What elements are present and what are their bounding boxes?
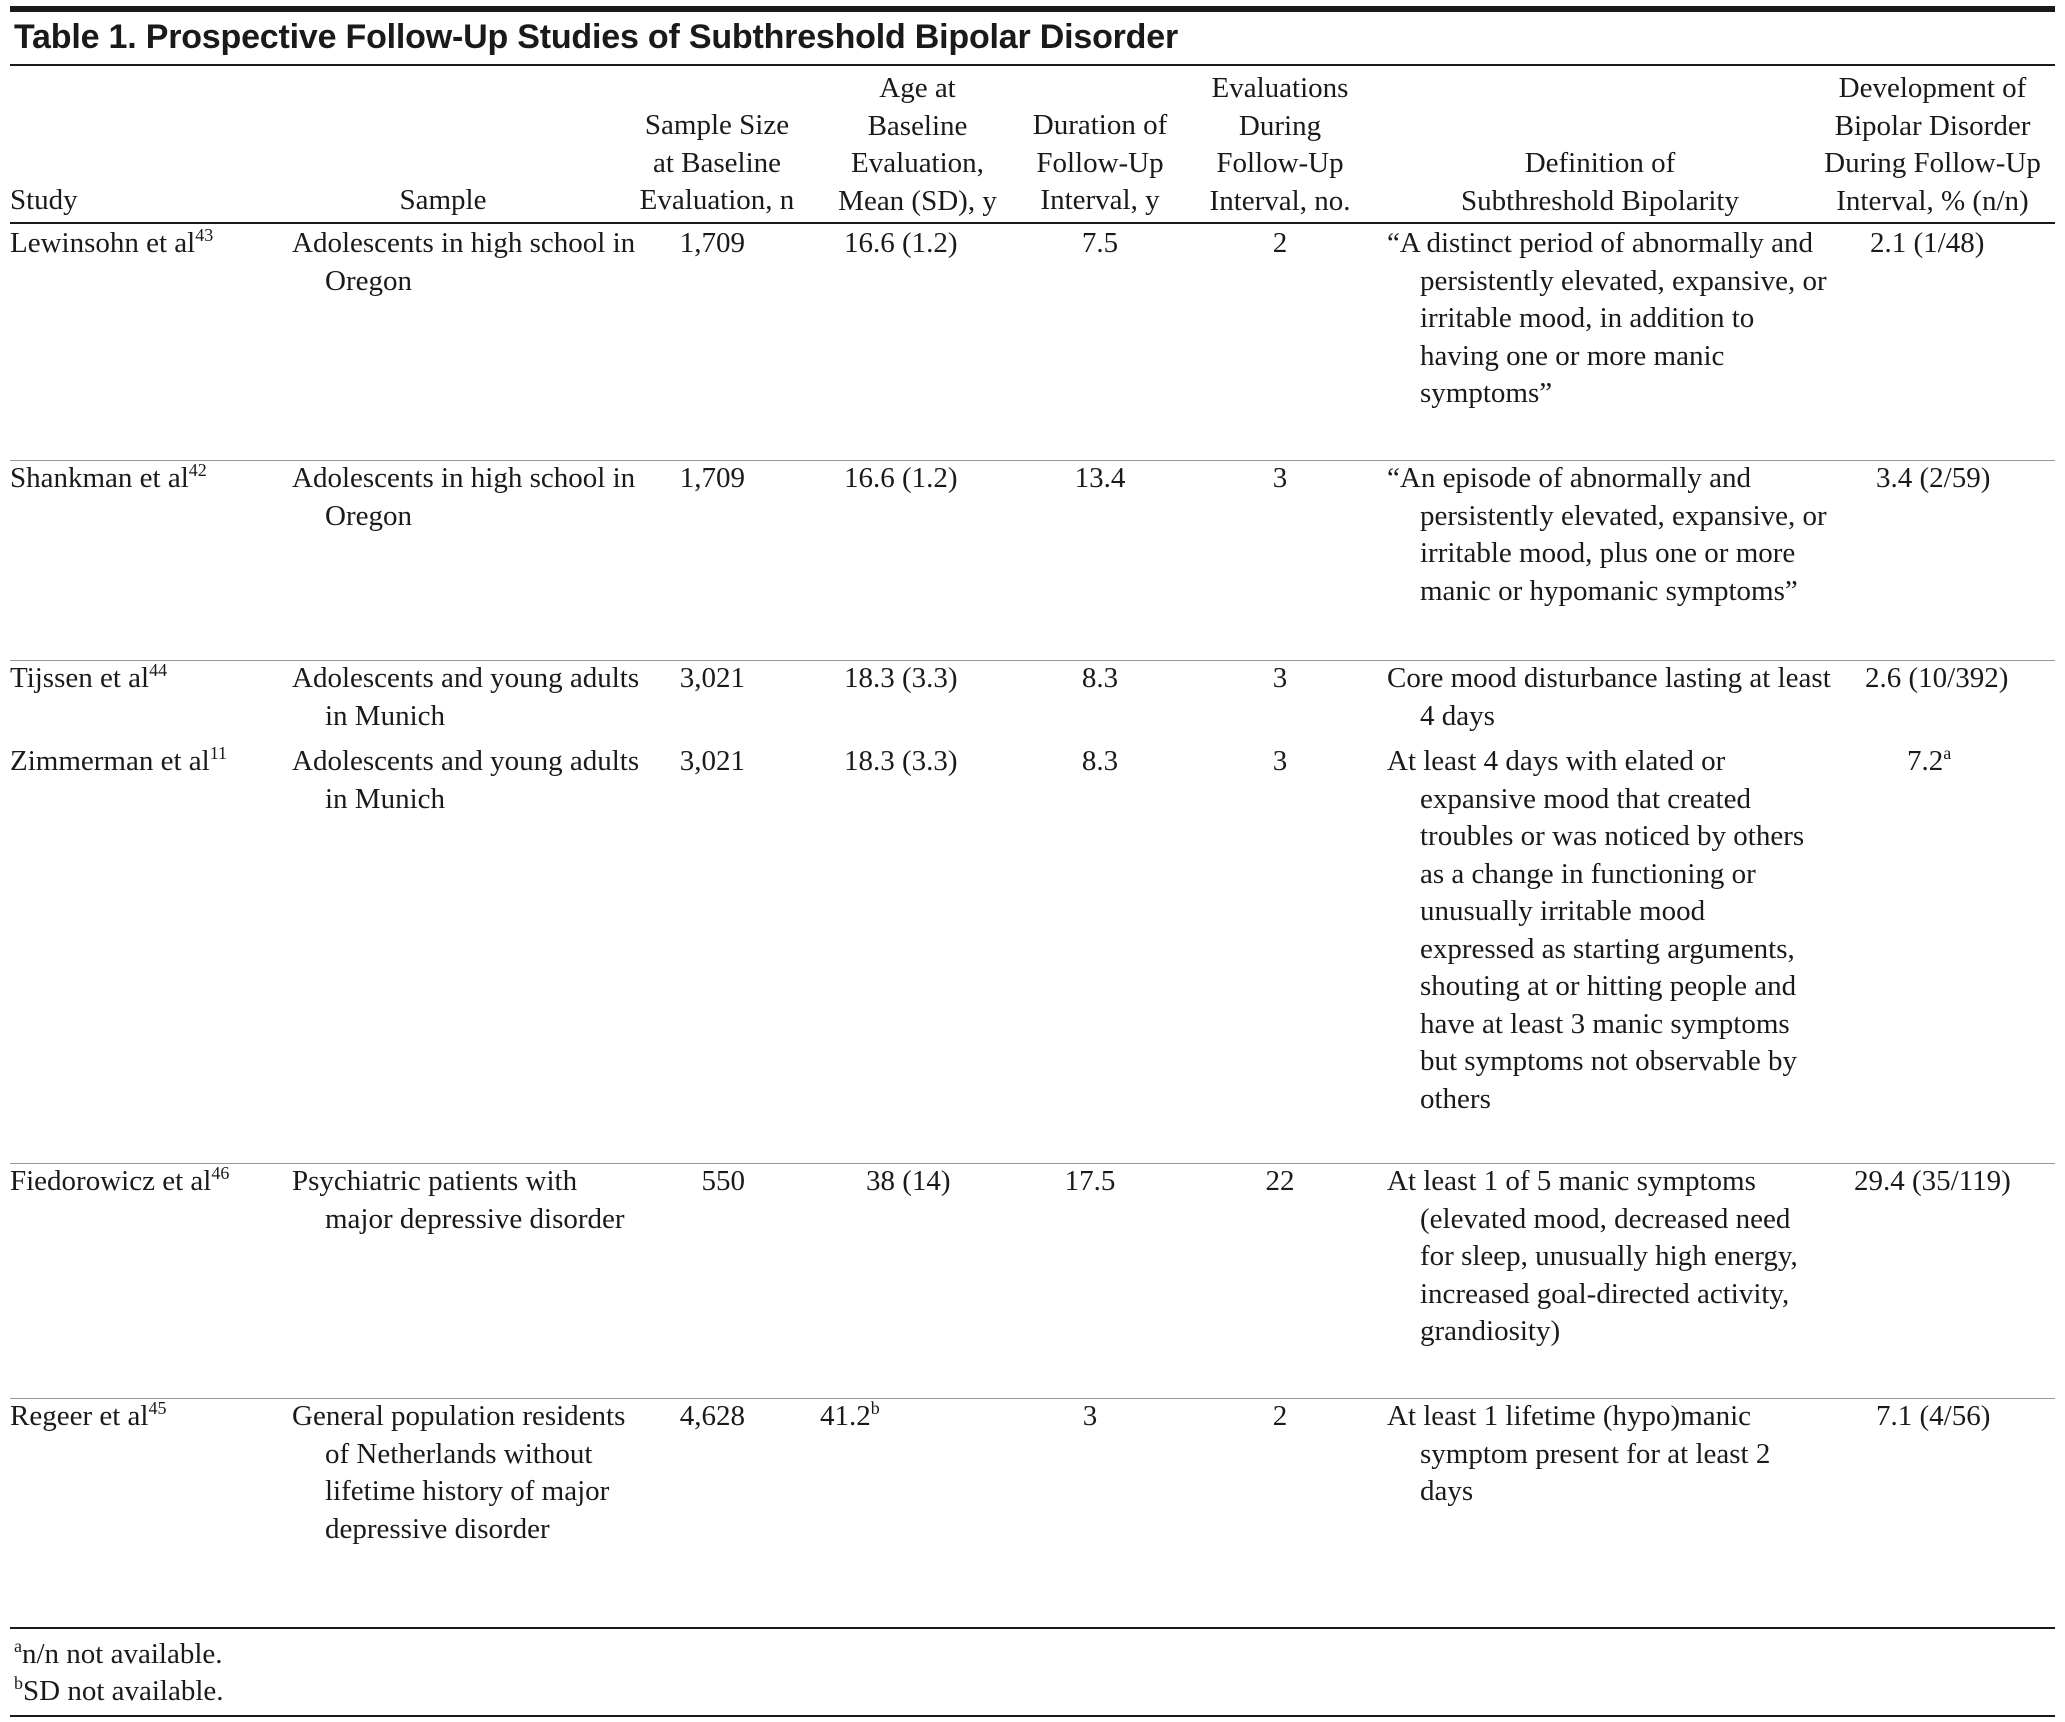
cell-duration: 13.4	[1074, 462, 1126, 494]
cell-study	[10, 225, 290, 263]
study-ref: 42	[188, 460, 207, 480]
cell-development	[1907, 743, 2055, 781]
footnote-mark: a	[1943, 743, 1952, 763]
cell-duration: 8.3	[1081, 745, 1119, 777]
cell-definition: At least 4 days with elated or expansive mood that created troubles or was noticed by others as a change in functioning or unusually irritable mood expressed as starting arguments, shouting at or hitting people and have at least 3 manic symptoms but symptoms not observable by others	[1387, 745, 1805, 1115]
cell-definition: Core mood disturbance lasting at least 4 days	[1387, 662, 1831, 732]
table-page	[10, 0, 2055, 1722]
cell-duration: 7.5	[1081, 227, 1119, 259]
cell-age: 18.3 (3.3)	[844, 745, 958, 777]
end-rule	[10, 1715, 2055, 1717]
study-name: Fiedorowicz et al	[10, 1165, 212, 1197]
cell-evaluations: 22	[1265, 1165, 1295, 1197]
footnote-mark: b	[870, 1398, 880, 1418]
header-rule	[10, 222, 2055, 224]
cell-sample-size: 550	[701, 1165, 745, 1197]
table-bottom-rule	[10, 1627, 2055, 1629]
cell-study	[10, 460, 290, 498]
cell-duration: 8.3	[1081, 662, 1119, 694]
study-ref: 46	[211, 1163, 230, 1183]
cell-sample-size: 4,628	[679, 1400, 745, 1432]
cell-duration: 3	[1082, 1400, 1098, 1432]
cell-age	[820, 1398, 1000, 1436]
cell-development	[1854, 1163, 2055, 1201]
cell-study	[10, 743, 248, 781]
table-row	[10, 660, 2055, 744]
study-name: Zimmerman et al	[10, 745, 210, 777]
development-value: 7.1 (4/56)	[1876, 1400, 1991, 1432]
footnote-mark: b	[14, 1673, 23, 1693]
footnote-text: n/n not available.	[22, 1638, 223, 1670]
cell-age: 16.6 (1.2)	[844, 462, 958, 494]
development-value: 2.1 (1/48)	[1870, 227, 1985, 259]
header-age: Age at Baseline Evaluation, Mean (SD), y	[838, 72, 997, 217]
header-study: Study	[10, 184, 78, 216]
cell-evaluations: 2	[1272, 227, 1288, 259]
study-ref: 11	[209, 743, 228, 763]
cell-age: 38 (14)	[866, 1165, 951, 1197]
footnote-mark: a	[14, 1636, 22, 1656]
study-ref: 43	[195, 225, 214, 245]
cell-development	[1870, 225, 2055, 263]
cell-evaluations: 3	[1272, 745, 1288, 777]
cell-sample: Adolescents in high school in Oregon	[292, 227, 636, 297]
development-value: 3.4 (2/59)	[1876, 462, 1991, 494]
study-ref: 44	[149, 660, 168, 680]
cell-sample: Adolescents and young adults in Munich	[292, 662, 640, 732]
cell-sample: Adolescents and young adults in Munich	[292, 745, 640, 815]
development-value: 7.2	[1907, 745, 1944, 777]
development-value: 29.4 (35/119)	[1854, 1165, 2011, 1197]
header-definition: Definition of Subthreshold Bipolarity	[1461, 147, 1739, 217]
cell-development	[1876, 460, 2055, 498]
age-value: 41.2	[820, 1400, 871, 1432]
cell-sample-size: 3,021	[679, 745, 745, 777]
cell-evaluations: 3	[1272, 662, 1288, 694]
footnote	[14, 1673, 224, 1711]
development-value: 2.6 (10/392)	[1865, 662, 2009, 694]
cell-sample: Psychiatric patients with major depressive disorder	[292, 1165, 625, 1235]
header-development: Development of Bipolar Disorder During Follow-Up Interval, % (n/n)	[1824, 72, 2041, 217]
cell-duration: 17.5	[1064, 1165, 1116, 1197]
cell-evaluations: 3	[1272, 462, 1288, 494]
cell-study	[10, 1163, 300, 1201]
cell-evaluations: 2	[1272, 1400, 1288, 1432]
cell-definition: “A distinct period of abnormally and persistently elevated, expansive, or irritable mood, in addition to having one or more manic symptoms”	[1387, 227, 1827, 409]
cell-sample-size: 1,709	[679, 462, 745, 494]
cell-development	[1865, 660, 2055, 698]
cell-definition: At least 1 lifetime (hypo)manic symptom present for at least 2 days	[1387, 1400, 1771, 1507]
study-name: Tijssen et al	[10, 662, 150, 694]
cell-definition: At least 1 of 5 manic symptoms (elevated mood, decreased need for sleep, unusually high energy, increased goal-directed activity, grandiosity)	[1387, 1165, 1798, 1347]
study-name: Regeer et al	[10, 1400, 149, 1432]
table-row	[10, 1398, 2055, 1626]
study-name: Lewinsohn et al	[10, 227, 196, 259]
top-rule	[10, 6, 2055, 12]
cell-sample-size: 1,709	[679, 227, 745, 259]
study-name: Shankman et al	[10, 462, 189, 494]
footnote	[14, 1636, 223, 1674]
header-sample-size: Sample Size at Baseline Evaluation, n	[639, 109, 795, 216]
table-title: Table 1. Prospective Follow-Up Studies of Subthreshold Bipolar Disorder	[14, 18, 1178, 56]
cell-study	[10, 1398, 290, 1436]
study-ref: 45	[148, 1398, 167, 1418]
table-row	[10, 743, 2055, 1163]
table-row	[10, 225, 2055, 460]
cell-age: 18.3 (3.3)	[844, 662, 958, 694]
footnote-text: SD not available.	[23, 1675, 224, 1707]
table-row	[10, 1163, 2055, 1398]
cell-sample-size: 3,021	[679, 662, 745, 694]
header-sample: Sample	[399, 184, 487, 216]
cell-sample: Adolescents in high school in Oregon	[292, 462, 636, 532]
table-row	[10, 460, 2055, 660]
header-evaluations: Evaluations During Follow-Up Interval, no.	[1209, 72, 1351, 217]
cell-age: 16.6 (1.2)	[844, 227, 958, 259]
cell-definition: “An episode of abnormally and persistently elevated, expansive, or irritable mood, plus one or more manic or hypomanic symptoms”	[1387, 462, 1827, 607]
cell-study	[10, 660, 290, 698]
header-duration: Duration of Follow-Up Interval, y	[1032, 109, 1168, 216]
title-rule	[10, 64, 2055, 66]
cell-development	[1876, 1398, 2055, 1436]
cell-sample: General population residents of Netherlands without lifetime history of major depressive disorder	[292, 1400, 626, 1545]
